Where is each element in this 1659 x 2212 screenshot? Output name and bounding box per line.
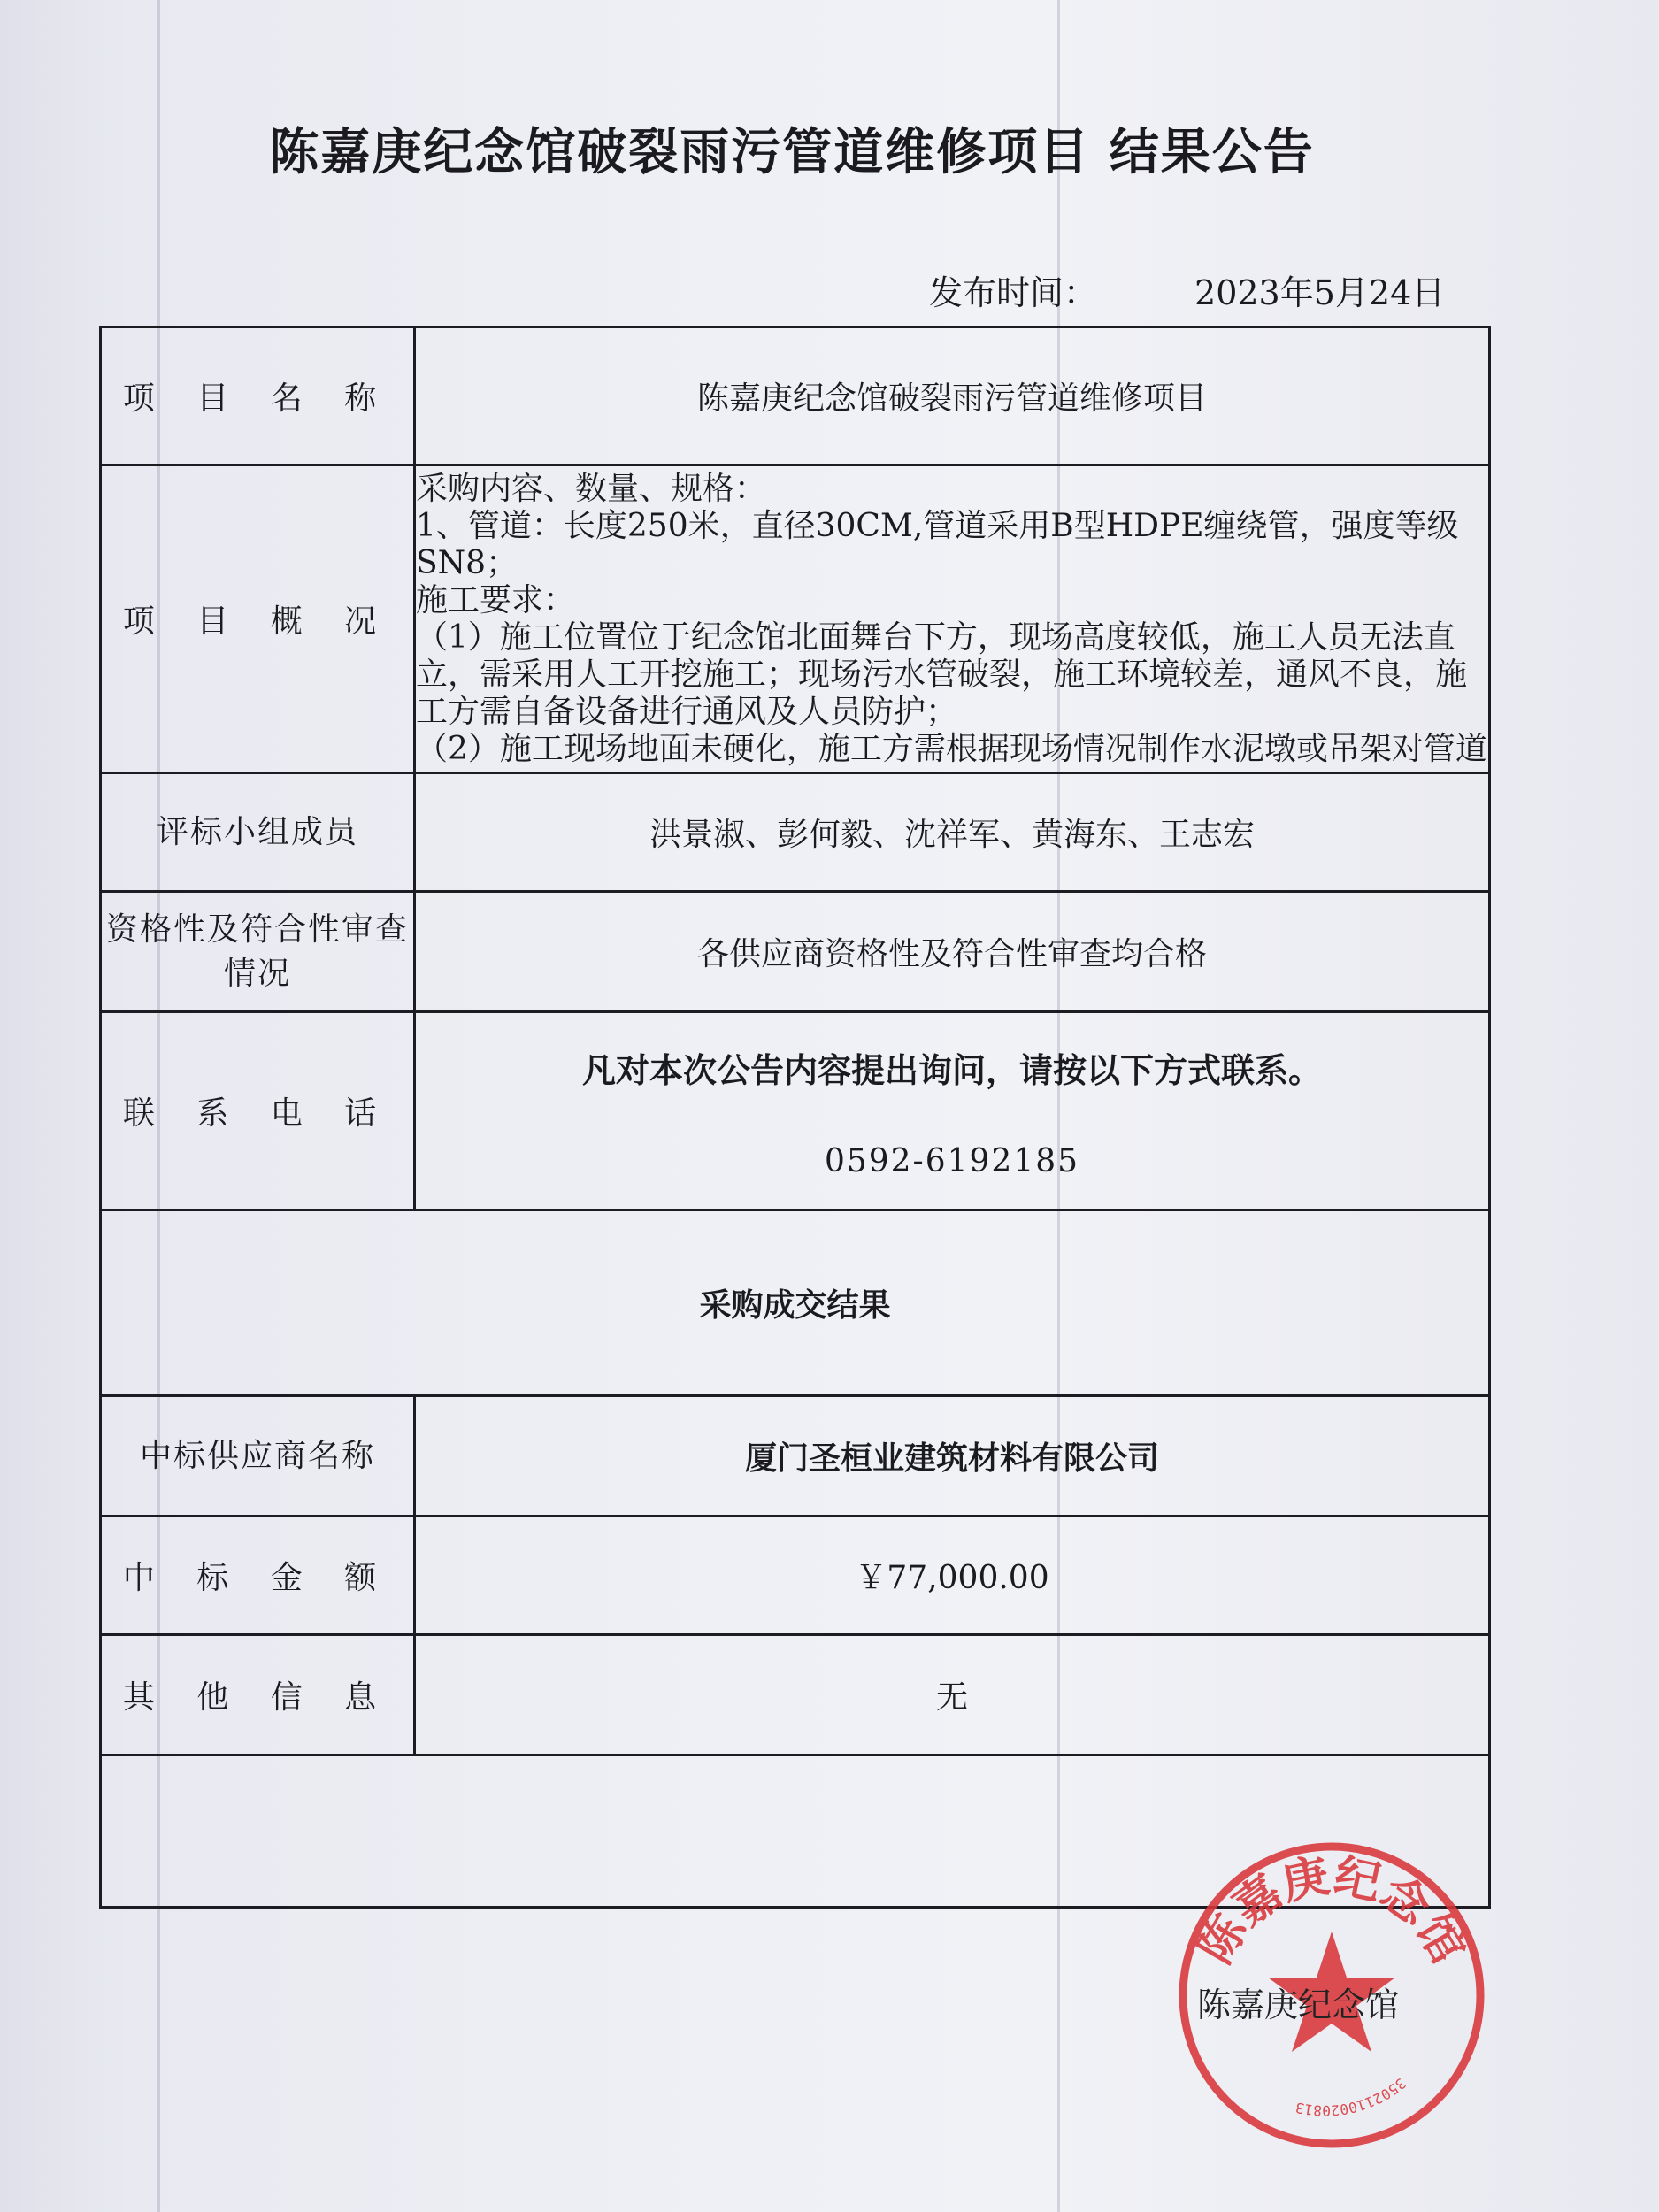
publish-time <box>929 265 1445 314</box>
overview-line: 1、管道：长度250米，直径30CM,管道采用B型HDPE缠绕管，强度等级SN8； <box>416 507 1459 581</box>
table-row <box>101 1396 1490 1517</box>
publish-time-label: 发布时间： <box>929 273 1098 312</box>
other-info-label: 其 他 信 息 <box>101 1635 415 1755</box>
qualification-label: 资格性及符合性审查情况 <box>101 892 415 1012</box>
project-name-label: 项 目 名 称 <box>101 327 415 465</box>
contact-cell <box>415 1012 1490 1210</box>
project-overview-cell <box>415 465 1490 773</box>
table-row <box>101 892 1490 1012</box>
table-row <box>101 465 1490 773</box>
overview-line: （2）施工现场地面未硬化，施工方需根据现场情况制作水泥墩或吊架对管道 <box>416 730 1487 767</box>
announcement-table <box>99 326 1491 1909</box>
other-info-value: 无 <box>415 1635 1490 1755</box>
panel-members-label: 评标小组成员 <box>101 773 415 892</box>
overview-line: 采购内容、数量、规格： <box>416 470 767 507</box>
table-row <box>101 1210 1490 1396</box>
signature-text: 陈嘉庚纪念馆 <box>1197 1985 1400 2024</box>
table-row <box>101 327 1490 465</box>
overview-line: 施工要求： <box>416 581 576 618</box>
document-title: 陈嘉庚纪念馆破裂雨污管道维修项目 结果公告 <box>269 124 1315 181</box>
amount-label: 中 标 金 额 <box>101 1517 415 1635</box>
qualification-value: 各供应商资格性及符合性审查均合格 <box>415 892 1490 1012</box>
result-section-title: 采购成交结果 <box>101 1210 1490 1396</box>
overview-line: （1）施工位置位于纪念馆北面舞台下方，现场高度较低，施工人员无法直立，需采用人工开挖施工；现场污水管破裂，施工环境较差，通风不良，施工方需自备设备进行通风及人员防护； <box>416 618 1468 730</box>
contact-notice: 凡对本次公告内容提出询问，请按以下方式联系。 <box>581 1050 1322 1090</box>
table-row <box>101 1012 1490 1210</box>
project-overview-label: 项 目 概 况 <box>101 465 415 773</box>
project-overview-text <box>416 471 1488 768</box>
contact-phone-number: 0592-6192185 <box>824 1142 1080 1179</box>
contact-phone-label: 联 系 电 话 <box>101 1012 415 1210</box>
project-name-value: 陈嘉庚纪念馆破裂雨污管道维修项目 <box>415 327 1490 465</box>
supplier-value: 厦门圣桓业建筑材料有限公司 <box>415 1396 1490 1517</box>
table-row <box>101 1517 1490 1635</box>
supplier-label: 中标供应商名称 <box>101 1396 415 1517</box>
amount-value: ￥77,000.00 <box>415 1517 1490 1635</box>
table-row <box>101 773 1490 892</box>
publish-date: 2023年5月24日 <box>1194 273 1446 312</box>
seal-code: 3502110020813 <box>1294 2074 1409 2120</box>
panel-members-value: 洪景淑、彭何毅、沈祥军、黄海东、王志宏 <box>415 773 1490 892</box>
table-row <box>101 1635 1490 1755</box>
seal-text: 陈嘉庚纪念馆 <box>1188 1849 1475 1973</box>
